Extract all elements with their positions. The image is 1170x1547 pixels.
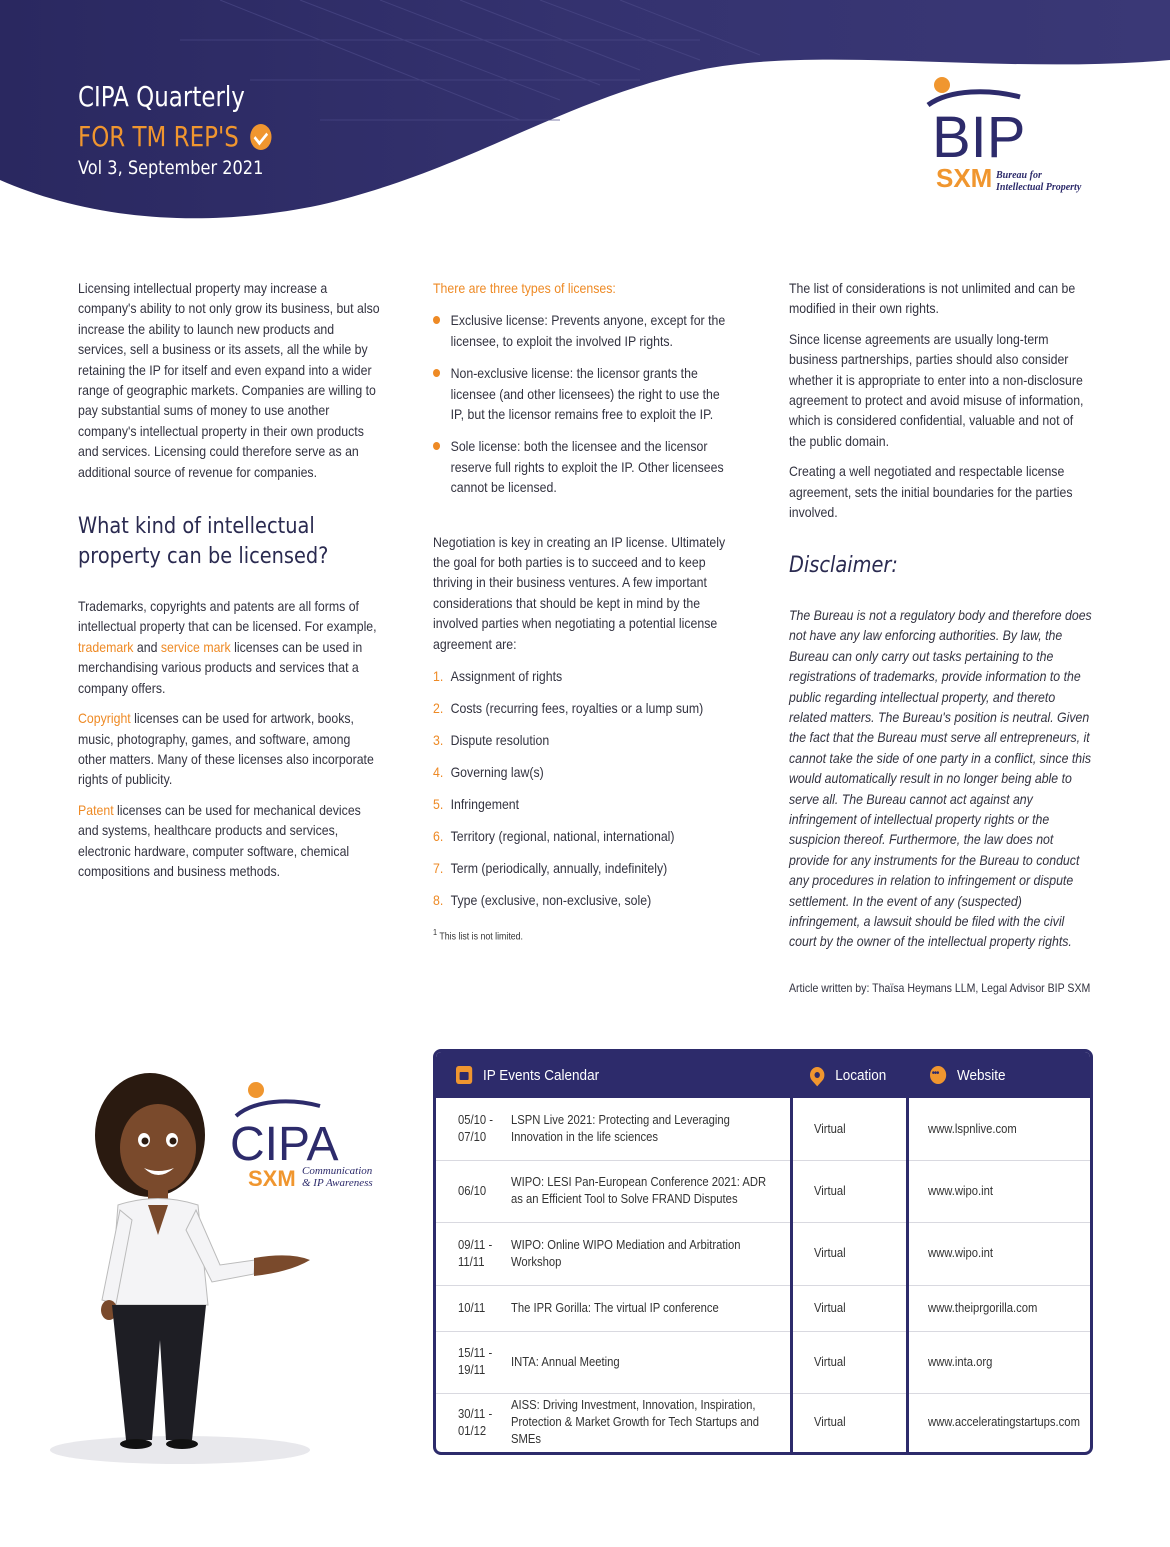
paragraph-copyright (78, 708, 382, 790)
footnote (433, 922, 737, 948)
calendar-icon (456, 1066, 472, 1084)
event-date: 30/11 - 01/12 (458, 1406, 493, 1438)
event-website-link[interactable]: www.acceleratingstartups.com (928, 1415, 1080, 1429)
event-website-link[interactable]: www.wipo.int (928, 1246, 994, 1260)
list-item: Sole license: both the licensee and the licensor reserve full rights to exploit the IP. Other licensees cannot be licensed. (433, 436, 737, 497)
disclaimer-text: The Bureau is not a regulatory body and therefore does not have any law enforcing authorities. By law, the Bureau can only carry out tasks pertaining to the registrations of trademarks, provide information to the public regarding intellectual property, and thereto related matters. The Bureau's position is neutral. Given the fact that the Bureau must serve all entrepreneurs, it cannot take the side of one party in a conflict, since this would automatically result in no longer being able to serve all. The Bureau cannot act against any infringement of intellectual property rights or the suspicion thereof. Furthermore, the law does not provide for any instruments for the Bureau to conduct any procedures in relation to infringement or dispute settlement. In the event of any (suspected) infringement, a lawsuit should be filed with the civil court by the owner of the intellectual property rights. (789, 606, 1092, 950)
cipa-sxm-logo (230, 1082, 373, 1191)
paragraph: Creating a well negotiated and respectable license agreement, sets the initial boundaries for the parties involved. (789, 463, 1073, 521)
list-text: Type (exclusive, non-exclusive, sole) (450, 892, 652, 909)
disclaimer-heading: Disclaimer: (789, 553, 898, 579)
list-text: Assignment of rights (450, 668, 563, 685)
header-label: Website (957, 1066, 1006, 1084)
column-2 (433, 278, 743, 948)
logo-mark: BIP (932, 105, 1026, 170)
list-text: Infringement (450, 796, 520, 813)
event-website-link[interactable]: www.theiprgorilla.com (928, 1300, 1038, 1315)
location-pin-icon (807, 1064, 827, 1087)
publication-title: CIPA Quarterly (78, 80, 245, 113)
section-heading: What kind of intellectual property can be licensed? (78, 514, 329, 570)
list-number: 4. (433, 764, 444, 781)
header-location (810, 1052, 886, 1098)
patent-link[interactable]: Patent (78, 801, 114, 818)
considerations-list (433, 666, 737, 910)
event-date: 09/11 - 11/11 (458, 1237, 493, 1269)
header-label: IP Events Calendar (483, 1066, 600, 1084)
event-location: Virtual (814, 1246, 846, 1260)
text: licenses can be used for artwork, books, music, photography, games, and software, among other matters. Many of these licenses also incorporate rights of publicity. (78, 710, 374, 788)
event-location: Virtual (814, 1121, 846, 1136)
event-name: WIPO: Online WIPO Mediation and Arbitration Workshop (511, 1237, 741, 1269)
table-row (436, 1285, 1090, 1332)
paragraph-patent (78, 800, 382, 882)
list-text: Governing law(s) (450, 764, 544, 781)
list-number: 7. (433, 860, 444, 877)
list-text: Term (periodically, annually, indefinitely) (450, 860, 668, 877)
footnote-text: This list is not limited. (437, 931, 523, 943)
list-item (433, 858, 737, 878)
events-calendar-table (433, 1049, 1093, 1455)
paragraph: The list of considerations is not unlimited and can be modified in their own rights. (789, 280, 1076, 317)
cipa-logo-mark: CIPA (230, 1118, 339, 1171)
list-item (433, 826, 737, 846)
copyright-link[interactable]: Copyright (78, 710, 131, 727)
event-website-link[interactable]: www.lspnlive.com (928, 1121, 1017, 1136)
logo-sub: SXM (936, 163, 993, 193)
trademark-link[interactable]: trademark (78, 638, 134, 655)
intro-paragraph: Licensing intellectual property may increase a company's ability to not only grow its business, but also increase the ability to launch new products and services, sell a business or its assets, all the while by retaining the IP for itself and even expand into a wider range of geographic markets. Companies are willing to pay substantial sums of money to use another company's intellectual property in their own products and services. Licensing could therefore serve as an additional source of revenue for companies. (78, 280, 380, 480)
cipa-tagline-1: Communication (302, 1165, 373, 1177)
event-location: Virtual (814, 1354, 846, 1369)
mascot-illustration (40, 1060, 420, 1470)
list-text: Costs (recurring fees, royalties or a lump sum) (450, 700, 704, 717)
text: Trademarks, copyrights and patents are all forms of intellectual property that can be licensed. For example, (78, 598, 377, 635)
footnote-mark: 1 (433, 927, 438, 938)
negotiation-paragraph: Negotiation is key in creating an IP license. Ultimately the goal for both parties is to succeed and to keep thriving in their business ventures. A few important considerations that should be kept in mind by the involved parties when negotiating a potential license agreement are: (433, 533, 726, 652)
list-item (433, 698, 737, 718)
list-item (433, 794, 737, 814)
text: licenses can be used for mechanical devices and systems, healthcare products and services, electronic hardware, computer software, chemical compositions and business methods. (78, 801, 361, 879)
event-date: 05/10 - 07/10 (458, 1113, 494, 1144)
logo-tagline-1: Bureau for (996, 170, 1042, 181)
list-item: Exclusive license: Prevents anyone, except for the licensee, to exploit the involved IP rights. (433, 310, 737, 351)
list-item (433, 890, 737, 910)
event-location: Virtual (814, 1415, 846, 1429)
list-text: Territory (regional, national, international) (450, 828, 675, 845)
list-number: 8. (433, 892, 444, 909)
table-row (436, 1160, 1090, 1223)
list-item: Non-exclusive license: the licensor grants the licensee (and other licensees) the right to use the IP, but the licensor remains free to exploit the IP. (433, 363, 737, 424)
check-circle-icon (250, 124, 271, 150)
list-number: 5. (433, 796, 444, 813)
event-date: 06/10 (458, 1183, 487, 1198)
paragraph-trademarks (78, 596, 382, 698)
header-website (930, 1052, 1006, 1098)
license-types-heading: There are three types of licenses: (433, 280, 616, 296)
table-row (436, 1098, 1090, 1161)
event-name: The IPR Gorilla: The virtual IP conference (511, 1300, 719, 1315)
subtitle-text: FOR TM REP'S (78, 120, 239, 153)
logo-tagline-2: Intellectual Property (996, 182, 1082, 193)
event-location: Virtual (814, 1183, 846, 1198)
cipa-logo-sub: SXM (248, 1166, 296, 1191)
issue-volume: Vol 3, September 2021 (78, 157, 264, 179)
license-types-list (433, 310, 737, 497)
event-location: Virtual (814, 1300, 846, 1315)
event-name: INTA: Annual Meeting (511, 1354, 620, 1369)
text: and (133, 638, 161, 655)
event-name: AISS: Driving Investment, Innovation, Inspiration, Protection & Market Growth for Tech Startups and SMEs (511, 1398, 760, 1446)
list-number: 1. (433, 668, 444, 685)
bip-sxm-logo (910, 75, 1100, 200)
event-date: 10/11 (458, 1300, 486, 1315)
cipa-tagline-2: & IP Awareness (302, 1177, 373, 1189)
list-number: 6. (433, 828, 444, 845)
column-3 (789, 278, 1094, 998)
article-byline: Article written by: Thaïsa Heymans LLM, Legal Advisor BIP SXM (789, 980, 1091, 995)
event-date: 15/11 - 19/11 (458, 1346, 493, 1377)
list-item (433, 730, 737, 750)
service-mark-link[interactable]: service mark (160, 638, 231, 655)
list-number: 2. (433, 700, 444, 717)
event-website-link[interactable]: www.inta.org (928, 1354, 993, 1369)
header-label: Location (835, 1066, 887, 1084)
table-row (436, 1222, 1090, 1286)
column-divider (790, 1098, 793, 1452)
column-divider (906, 1098, 909, 1452)
text: licenses can be used in merchandising various products and services that a company offers. (78, 638, 363, 696)
table-row (436, 1331, 1090, 1394)
event-website-link[interactable]: www.wipo.int (928, 1183, 994, 1198)
event-name: LSPN Live 2021: Protecting and Leveraging Innovation in the life sciences (511, 1113, 730, 1144)
event-name: WIPO: LESI Pan-European Conference 2021: ADR as an Efficient Tool to Solve FRAND Disputes (511, 1175, 767, 1206)
table-row (436, 1393, 1090, 1452)
publication-subtitle (78, 120, 272, 153)
header-event (456, 1052, 599, 1098)
calendar-header (436, 1052, 1090, 1098)
list-number: 3. (433, 732, 444, 749)
paragraph: Since license agreements are usually long-term business partnerships, parties should also consider whether it is appropriate to enter into a non-disclosure agreement to protect and avoid misuse of information, which is considered confidential, valuable and not of the public domain. (789, 330, 1084, 449)
globe-icon (930, 1066, 946, 1084)
list-text: Dispute resolution (450, 732, 550, 749)
list-item (433, 666, 737, 686)
list-item (433, 762, 737, 782)
column-1 (78, 278, 383, 891)
